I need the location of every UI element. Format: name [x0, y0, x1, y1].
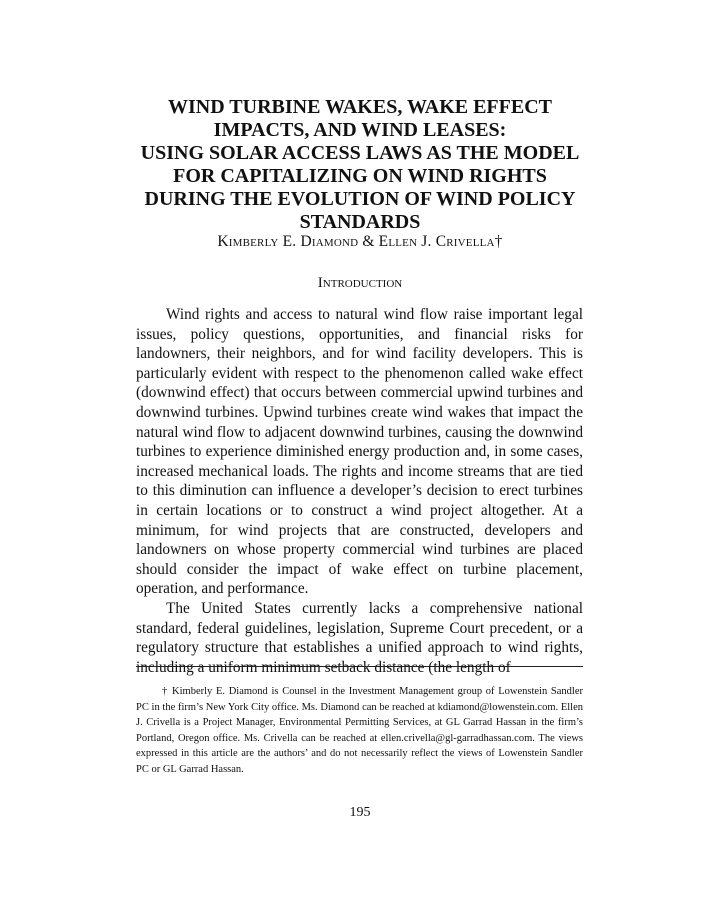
title-line: IMPACTS, AND WIND LEASES: [213, 119, 507, 141]
title-line: FOR CAPITALIZING ON WIND RIGHTS [173, 165, 547, 187]
title-line: USING SOLAR ACCESS LAWS AS THE MODEL [140, 142, 580, 164]
footnote [136, 684, 583, 778]
title-line: WIND TURBINE WAKES, WAKE EFFECT [168, 96, 552, 118]
section-heading: Introduction [317, 275, 403, 291]
footnote-text: † Kimberly E. Diamond is Counsel in the Investment Management group of Lowenstein Sandler PC in the firm’s New York City office. Ms. Diamond can be reached at kdiamond@lowenstein.com. Ellen J. Crivella is a Project Manager, Environmental Permitting Services, at GL Garrad Hassan in the firm’s Portland, Oregon office. Ms. Crivella can be reached at ellen.crivella@gl-garradhassan.com. The views expressed in this article are the authors’ and do not necessarily reflect the views of Lowenstein Sandler PC or GL Garrad Hassan. [136, 686, 583, 775]
title-line: DURING THE EVOLUTION OF WIND POLICY [144, 188, 576, 210]
footnote-divider [136, 666, 583, 667]
body-text [136, 305, 583, 677]
author-line: Kimberly E. Diamond & Ellen J. Crivella† [217, 233, 503, 250]
page-number: 195 [349, 805, 371, 820]
title-line: STANDARDS [299, 211, 421, 233]
body-paragraph: Wind rights and access to natural wind flow raise important legal issues, policy questions, opportunities, and financial risks for landowners, their neighbors, and for wind facility developers. This is particularly evident with respect to the phenomenon called wake effect (downwind effect) that occurs between commercial upwind turbines and downwind turbines. Upwind turbines create wind wakes that impact the natural wind flow to adjacent downwind turbines, causing the downwind turbines to experience diminished energy production and, in some cases, increased mechanical loads. The rights and income streams that are tied to this diminution can influence a developer’s decision to erect turbines in certain locations or to construct a wind project altogether. At a minimum, for wind projects that are constructed, developers and landowners on whose property commercial wind turbines are placed should consider the impact of wake effect on turbine placement, operation, and performance. [136, 306, 583, 598]
body-paragraph: The United States currently lacks a comprehensive national standard, federal guidelines, legislation, Supreme Court precedent, or a regulatory structure that establishes a unified approach to wind rights, including a uniform minimum setback distance (the length of [136, 599, 583, 676]
article-title [120, 96, 600, 234]
